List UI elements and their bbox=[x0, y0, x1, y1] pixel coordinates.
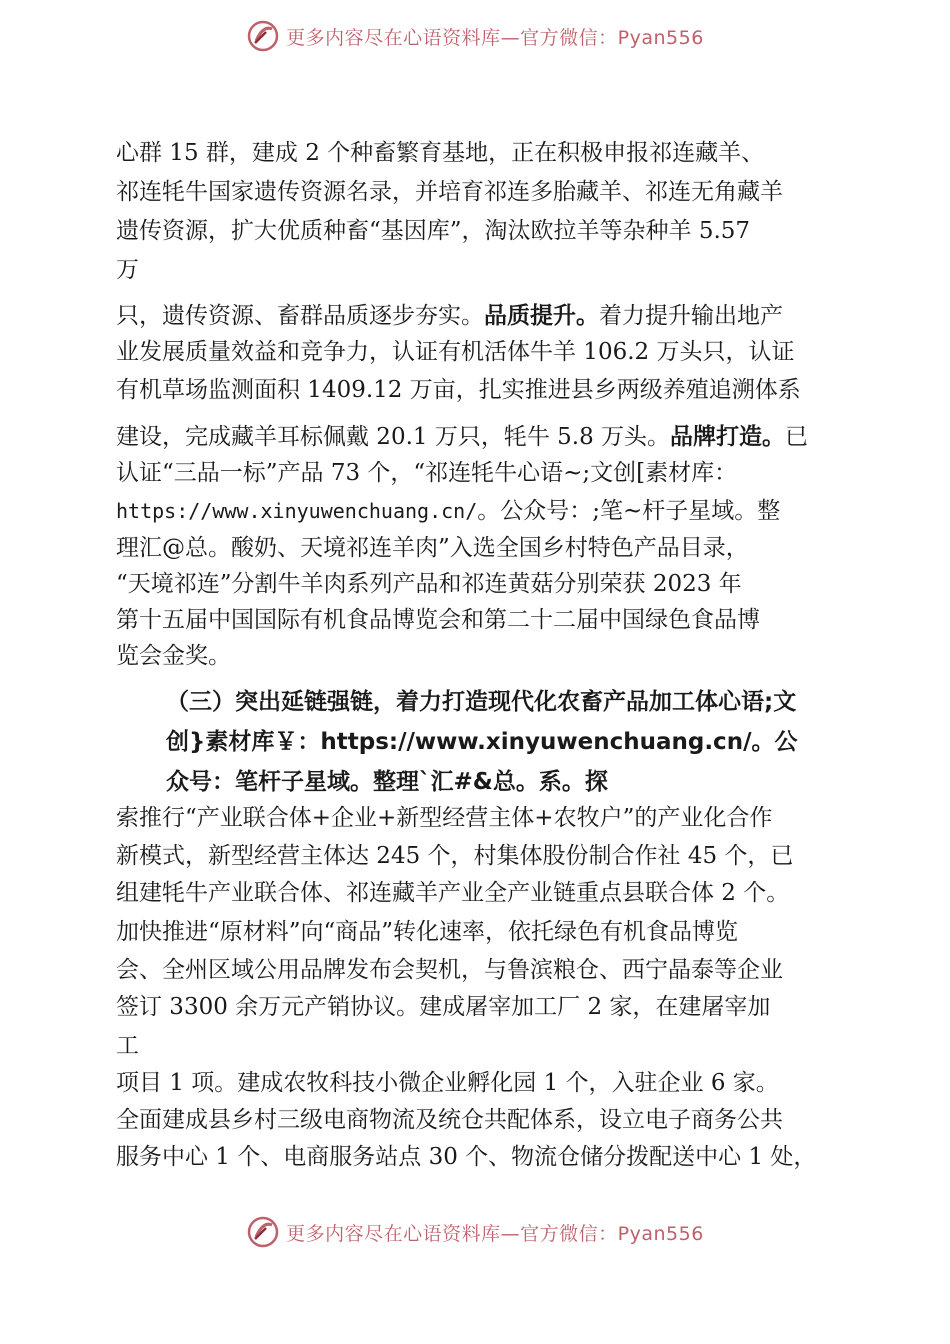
logo-icon bbox=[246, 19, 280, 53]
text-line: 心群 15 群，建成 2 个种畜繁育基地，正在积极申报祁连藏羊、 bbox=[116, 140, 765, 166]
text-line: 认证“三品一标”产品 73 个，“祁连牦牛心语~;文创[素材库： bbox=[116, 460, 738, 486]
text-line: 服务中心 1 个、电商服务站点 30 个、物流仓储分拨配送中心 1 处， bbox=[116, 1144, 817, 1170]
text-line: 项目 1 项。建成农牧科技小微企业孵化园 1 个，入驻企业 6 家。 bbox=[116, 1070, 779, 1096]
text-line: 有机草场监测面积 1409.12 万亩，扎实推进县乡两级养殖追溯体系 bbox=[116, 377, 801, 403]
text-line: 新模式，新型经营主体达 245 个，村集体股份制合作社 45 个，已 bbox=[116, 843, 794, 869]
banner-text: 更多内容尽在心语资料库—官方微信：Pyan556 bbox=[286, 26, 704, 49]
header-banner bbox=[0, 16, 950, 56]
text-line: 索推行“产业联合体+企业+新型经营主体+农牧户”的产业化合作 bbox=[116, 805, 773, 831]
text-line: 全面建成县乡村三级电商物流及统仓共配体系，设立电子商务公共 bbox=[116, 1107, 783, 1133]
section-heading: （三）突出延链强链，着力打造现代化农畜产品加工体心语;文 bbox=[166, 689, 797, 715]
text-line: 祁连牦牛国家遗传资源名录，并培育祁连多胎藏羊、祁连无角藏羊 bbox=[116, 179, 783, 205]
text-line: 加快推进“原材料”向“商品”转化速率，依托绿色有机食品博览 bbox=[116, 919, 739, 945]
text-line: 建设，完成藏羊耳标佩戴 20.1 万只，牦牛 5.8 万头。品牌打造。已 bbox=[116, 424, 809, 450]
banner-text: 更多内容尽在心语资料库—官方微信：Pyan556 bbox=[286, 1222, 704, 1245]
footer-banner bbox=[0, 1212, 950, 1252]
text-line: 览会金奖。 bbox=[116, 643, 231, 669]
bold-run: 品质提升。 bbox=[484, 303, 599, 329]
text-line: 遗传资源，扩大优质种畜“基因库”，淘汰欧拉羊等杂种羊 5.57 bbox=[116, 218, 751, 244]
logo-icon bbox=[246, 1215, 280, 1249]
text-line: 万 bbox=[116, 257, 139, 283]
text-line: 工 bbox=[116, 1033, 139, 1059]
text-line: 理汇@总。酸奶、天境祁连羊肉”入选全国乡村特色产品目录， bbox=[116, 535, 749, 561]
text-line: 第十五届中国国际有机食品博览会和第二十二届中国绿色食品博 bbox=[116, 607, 760, 633]
section-heading: 众号：笔杆子星域。整理`汇#&总。系。探 bbox=[166, 769, 608, 795]
text-line: 会、全州区域公用品牌发布会契机，与鲁滨粮仓、西宁晶泰等企业 bbox=[116, 957, 783, 983]
text-line: 签订 3300 余万元产销协议。建成屠宰加工厂 2 家，在建屠宰加 bbox=[116, 994, 771, 1020]
url-text: https://www.xinyuwenchuang.cn/ bbox=[116, 499, 478, 523]
text-line: 只，遗传资源、畜群品质逐步夯实。品质提升。着力提升输出地产 bbox=[116, 303, 783, 329]
text-line: 业发展质量效益和竞争力，认证有机活体牛羊 106.2 万头只，认证 bbox=[116, 339, 795, 365]
text-line: 组建牦牛产业联合体、祁连藏羊产业全产业链重点县联合体 2 个。 bbox=[116, 880, 790, 906]
text-line: “天境祁连”分割牛羊肉系列产品和祁连黄菇分别荣获 2023 年 bbox=[116, 571, 742, 597]
section-heading: 创}素材库￥：https://www.xinyuwenchuang.cn/。公 bbox=[166, 729, 798, 755]
text-line: https://www.xinyuwenchuang.cn/。公众号：;笔~杆子星域。整 bbox=[116, 498, 781, 524]
bold-run: 品牌打造。 bbox=[670, 424, 786, 450]
